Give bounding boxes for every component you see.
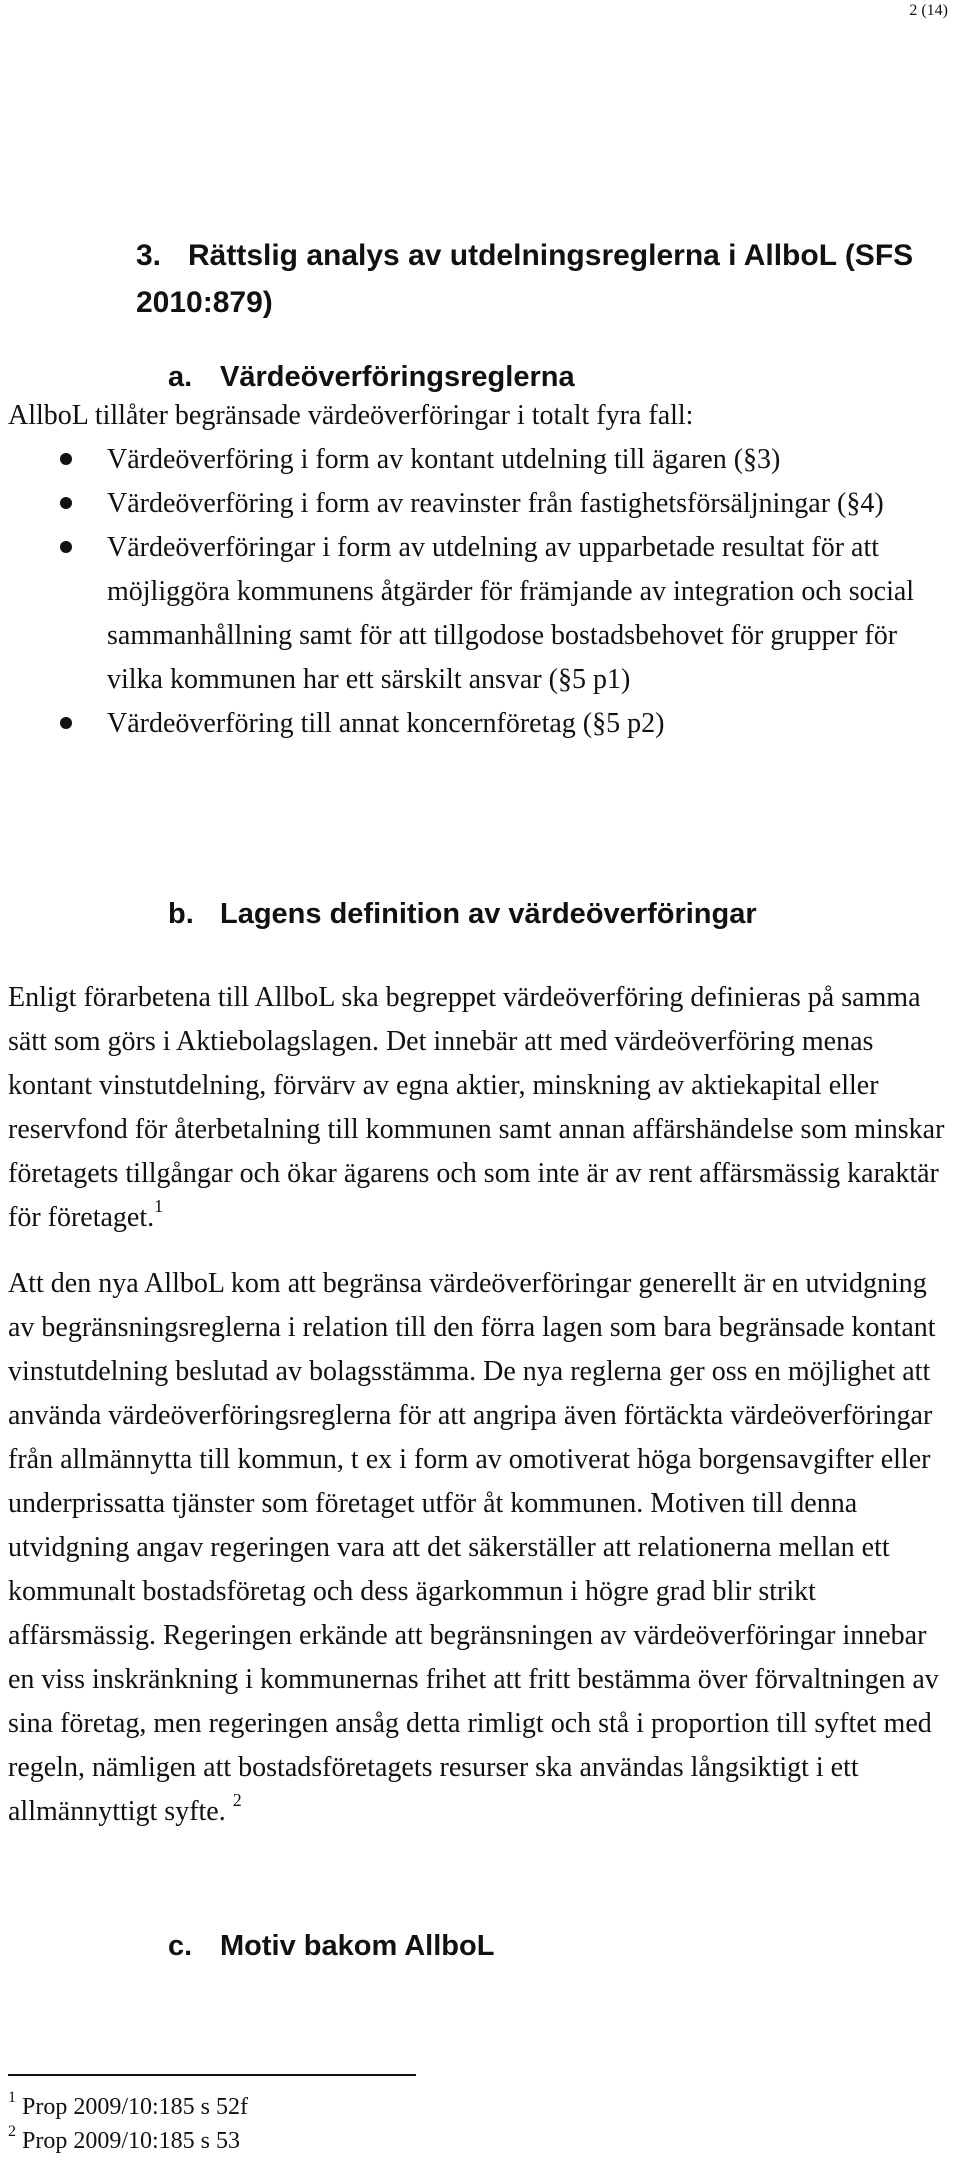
subsection-b-title: Lagens definition av värdeöverföringar (220, 898, 757, 930)
list-item-text: Värdeöverföring i form av reavinster från fastighetsförsäljningar (§4) (107, 488, 884, 519)
section-number: 3. (136, 239, 162, 272)
bullet-icon (60, 453, 72, 465)
footnote-text: Prop 2009/10:185 s 53 (22, 2128, 241, 2154)
list-item (8, 438, 948, 482)
footnote-mark: 2 (8, 2123, 16, 2140)
paragraph-definition-text: Enligt förarbetena till AllboL ska begreppet värdeöverföring definieras på samma sätt som görs i Aktiebolagslagen. Det innebär att med värdeöverföring menas kontant vinstutdelning, förvärv av egna aktier, minskning av aktiekapital eller reservfond för återbetalning till kommunen samt annan affärshändelse som minskar företagets tillgångar och ökar ägarens och som inte är av rent affärsmässig karaktär för företaget. (8, 982, 945, 1233)
subsection-a-title: Värdeöverföringsreglerna (220, 361, 575, 393)
list-item (8, 526, 948, 702)
footnote-ref-2[interactable]: 2 (232, 1789, 242, 1810)
subsection-c-letter: c. (168, 1930, 193, 1962)
footnote-2 (8, 2124, 248, 2158)
page-number: 2 (14) (909, 2, 948, 19)
subsection-b-letter: b. (168, 898, 194, 930)
footnote-divider (8, 2074, 416, 2076)
footnotes (8, 2090, 248, 2158)
subsection-b-heading (168, 894, 757, 934)
list-item (8, 702, 948, 746)
paragraph-definition (8, 976, 948, 1240)
paragraph-motivation-text: Att den nya AllboL kom att begränsa värdeöverföringar generellt är en utvidgning av begränsningsreglerna i relation till den förra lagen som bara begränsade kontant vinstutdelning beslutad av bolagsstämma. De nya reglerna ger oss en möjlighet att använda värdeöverföringsreglerna för att angripa även förtäckta värdeöverföringar från allmännytta till kommun, t ex i form av omotiverat höga borgensavgifter eller underprissatta tjänster som företaget utför åt kommunen. Motiven till denna utvidgning angav regeringen vara att det säkerställer att relationerna mellan ett kommunalt bostadsföretag och dess ägarkommun i högre grad blir strikt affärsmässig. Regeringen erkände att begränsningen av värdeöverföringar innebar en viss inskränkning i kommunernas frihet att fritt bestämma över förvaltningen av sina företag, men regeringen ansåg detta rimligt och stå i proportion till syftet med regeln, nämligen att bostadsföretagets resurser ska användas långsiktigt i ett allmännyttigt syfte. (8, 1268, 939, 1827)
subsection-a-letter: a. (168, 361, 193, 393)
footnote-text: Prop 2009/10:185 s 52f (22, 2094, 249, 2120)
list-item-text: Värdeöverföringar i form av utdelning av upparbetade resultat för att möjliggöra kommunens åtgärder för främjande av integration och social sammanhållning samt för att tillgodose bostadsbehovet för grupper för vilka kommunen har ett särskilt ansvar (§5 p1) (107, 532, 915, 695)
list-item-text: Värdeöverföring i form av kontant utdelning till ägaren (§3) (107, 444, 781, 475)
subsection-c-heading (168, 1926, 494, 1966)
subsection-c-title: Motiv bakom AllboL (220, 1930, 495, 1962)
bullet-icon (60, 717, 72, 729)
subsection-a-heading (168, 357, 575, 397)
list-item (8, 482, 948, 526)
bullet-list (8, 438, 948, 746)
bullet-icon (60, 541, 72, 553)
paragraph-motivation (8, 1262, 948, 1834)
list-item-text: Värdeöverföring till annat koncernföretag (§5 p2) (107, 708, 665, 739)
section-title: Rättslig analys av utdelningsreglerna i AllboL (SFS 2010:879) (136, 239, 914, 319)
footnote-mark: 1 (8, 2089, 16, 2106)
footnote-1 (8, 2090, 248, 2124)
footnote-ref-1[interactable]: 1 (154, 1195, 164, 1216)
section-heading (136, 232, 916, 326)
intro-paragraph: AllboL tillåter begränsade värdeöverföringar i totalt fyra fall: (8, 400, 694, 431)
bullet-icon (60, 497, 72, 509)
